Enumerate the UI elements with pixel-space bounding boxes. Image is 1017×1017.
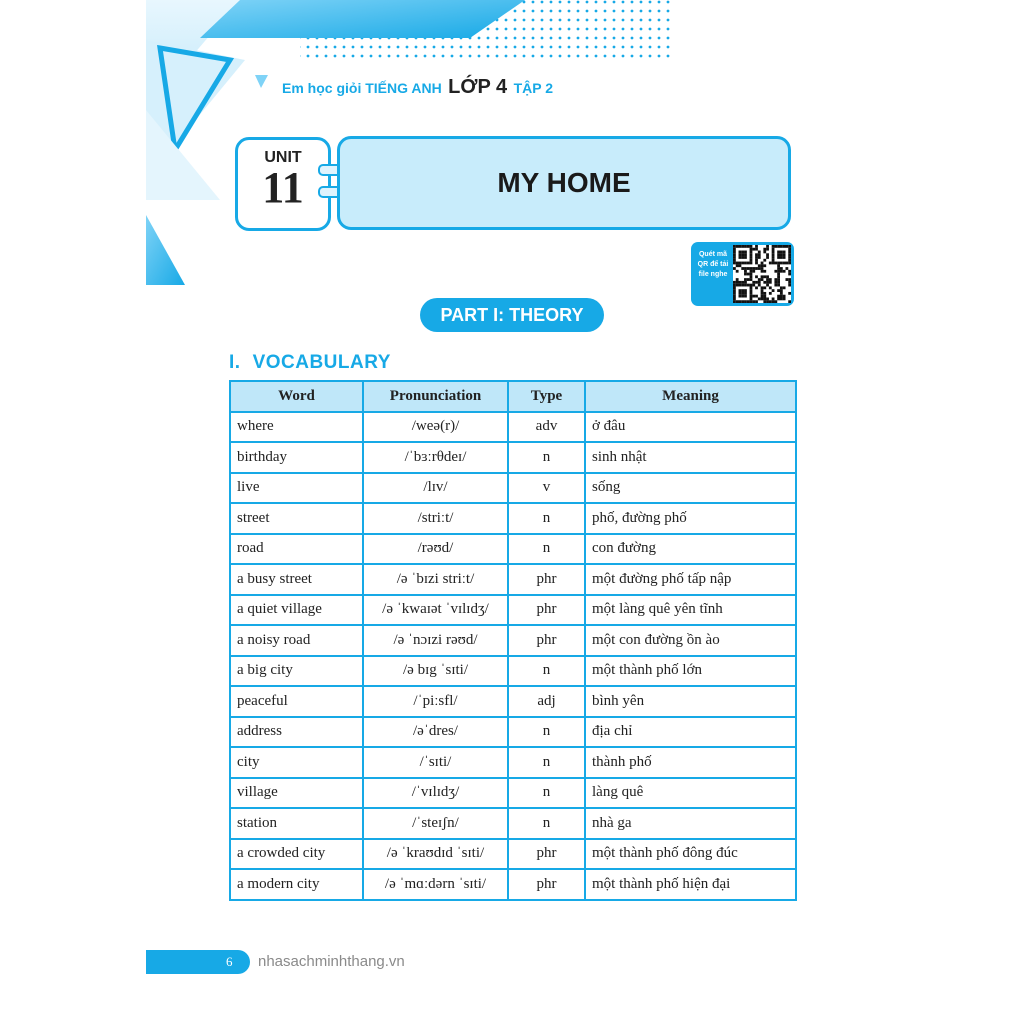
cell-pronunciation: /striːt/ bbox=[363, 503, 508, 534]
cell-pronunciation: /ə ˈmɑːdərn ˈsɪti/ bbox=[363, 869, 508, 900]
cell-meaning: ở đâu bbox=[585, 412, 796, 443]
cell-meaning: nhà ga bbox=[585, 808, 796, 839]
cell-type: phr bbox=[508, 625, 585, 656]
cell-meaning: một thành phố lớn bbox=[585, 656, 796, 687]
table-row bbox=[230, 534, 796, 565]
cell-meaning: làng quê bbox=[585, 778, 796, 809]
cell-type: n bbox=[508, 747, 585, 778]
cell-word: city bbox=[230, 747, 363, 778]
cell-pronunciation: /əˈdres/ bbox=[363, 717, 508, 748]
cell-type: adj bbox=[508, 686, 585, 717]
cell-word: live bbox=[230, 473, 363, 504]
table-row bbox=[230, 503, 796, 534]
cell-pronunciation: /ə ˈnɔɪzi rəʊd/ bbox=[363, 625, 508, 656]
table-row bbox=[230, 412, 796, 443]
cell-pronunciation: /ə bɪg ˈsɪti/ bbox=[363, 656, 508, 687]
cell-meaning: một thành phố hiện đại bbox=[585, 869, 796, 900]
cell-type: n bbox=[508, 442, 585, 473]
cell-meaning: một thành phố đông đúc bbox=[585, 839, 796, 870]
cell-pronunciation: /lɪv/ bbox=[363, 473, 508, 504]
section-number: I. bbox=[229, 352, 241, 373]
header-word: Word bbox=[230, 381, 363, 412]
cell-type: n bbox=[508, 717, 585, 748]
table-row bbox=[230, 808, 796, 839]
cell-word: a crowded city bbox=[230, 839, 363, 870]
unit-badge bbox=[235, 137, 331, 231]
section-heading bbox=[229, 352, 391, 374]
series-grade: LỚP 4 bbox=[448, 76, 508, 98]
cell-word: a modern city bbox=[230, 869, 363, 900]
cell-word: a busy street bbox=[230, 564, 363, 595]
cell-word: address bbox=[230, 717, 363, 748]
series-title bbox=[282, 76, 553, 99]
unit-label: UNIT bbox=[264, 149, 302, 166]
cell-pronunciation: /ə ˈbɪzi striːt/ bbox=[363, 564, 508, 595]
cell-meaning: con đường bbox=[585, 534, 796, 565]
series-prefix: Em học giỏi TIẾNG ANH bbox=[282, 80, 442, 96]
cell-word: street bbox=[230, 503, 363, 534]
cell-word: birthday bbox=[230, 442, 363, 473]
unit-title-box bbox=[337, 136, 791, 230]
cell-word: where bbox=[230, 412, 363, 443]
cell-pronunciation: /ə ˈkwaɪət ˈvɪlɪdʒ/ bbox=[363, 595, 508, 626]
part-heading: PART I: THEORY bbox=[420, 298, 604, 332]
footer-page-tab bbox=[146, 950, 250, 974]
series-volume: TẬP 2 bbox=[513, 80, 553, 96]
cell-type: phr bbox=[508, 595, 585, 626]
cell-meaning: thành phố bbox=[585, 747, 796, 778]
cell-meaning: địa chỉ bbox=[585, 717, 796, 748]
cell-meaning: một làng quê yên tĩnh bbox=[585, 595, 796, 626]
cell-pronunciation: /ˈsteɪʃn/ bbox=[363, 808, 508, 839]
table-row bbox=[230, 595, 796, 626]
cell-word: a quiet village bbox=[230, 595, 363, 626]
cell-meaning: bình yên bbox=[585, 686, 796, 717]
table-row bbox=[230, 656, 796, 687]
cell-word: a big city bbox=[230, 656, 363, 687]
cell-pronunciation: /weə(r)/ bbox=[363, 412, 508, 443]
cell-meaning: phố, đường phố bbox=[585, 503, 796, 534]
cell-type: n bbox=[508, 808, 585, 839]
cell-meaning: sống bbox=[585, 473, 796, 504]
cell-meaning: sinh nhật bbox=[585, 442, 796, 473]
cell-type: adv bbox=[508, 412, 585, 443]
qr-panel bbox=[691, 242, 794, 306]
table-header-row bbox=[230, 381, 796, 412]
cell-pronunciation: /ˈbɜːrθdeɪ/ bbox=[363, 442, 508, 473]
qr-caption: Quét mã QR để tải file nghe bbox=[697, 251, 729, 278]
qr-code-icon bbox=[733, 245, 791, 303]
table-row bbox=[230, 686, 796, 717]
cell-word: village bbox=[230, 778, 363, 809]
table-row bbox=[230, 717, 796, 748]
publisher-site: nhasachminhthang.vn bbox=[258, 953, 405, 970]
cell-word: peaceful bbox=[230, 686, 363, 717]
table-row bbox=[230, 747, 796, 778]
table-row bbox=[230, 473, 796, 504]
table-row bbox=[230, 778, 796, 809]
table-row bbox=[230, 869, 796, 900]
table-row bbox=[230, 625, 796, 656]
cell-type: n bbox=[508, 503, 585, 534]
table-row bbox=[230, 564, 796, 595]
cell-type: phr bbox=[508, 869, 585, 900]
unit-title: MY HOME bbox=[497, 167, 631, 198]
cell-type: phr bbox=[508, 839, 585, 870]
cell-pronunciation: /ˈpiːsfl/ bbox=[363, 686, 508, 717]
cell-word: a noisy road bbox=[230, 625, 363, 656]
header-pronunciation: Pronunciation bbox=[363, 381, 508, 412]
table-row bbox=[230, 839, 796, 870]
cell-type: n bbox=[508, 534, 585, 565]
cell-pronunciation: /rəʊd/ bbox=[363, 534, 508, 565]
table-row bbox=[230, 442, 796, 473]
cell-type: phr bbox=[508, 564, 585, 595]
cell-word: station bbox=[230, 808, 363, 839]
cell-pronunciation: /ˈvɪlɪdʒ/ bbox=[363, 778, 508, 809]
unit-number: 11 bbox=[262, 163, 304, 212]
cell-meaning: một đường phố tấp nập bbox=[585, 564, 796, 595]
header-meaning: Meaning bbox=[585, 381, 796, 412]
cell-pronunciation: /ə ˈkraʊdɪd ˈsɪti/ bbox=[363, 839, 508, 870]
cell-meaning: một con đường ồn ào bbox=[585, 625, 796, 656]
cell-type: n bbox=[508, 656, 585, 687]
section-title: VOCABULARY bbox=[252, 352, 391, 373]
page-number: 6 bbox=[226, 954, 233, 969]
vocabulary-table bbox=[229, 380, 797, 901]
cell-pronunciation: /ˈsɪti/ bbox=[363, 747, 508, 778]
cell-type: n bbox=[508, 778, 585, 809]
cell-word: road bbox=[230, 534, 363, 565]
cell-type: v bbox=[508, 473, 585, 504]
header-type: Type bbox=[508, 381, 585, 412]
